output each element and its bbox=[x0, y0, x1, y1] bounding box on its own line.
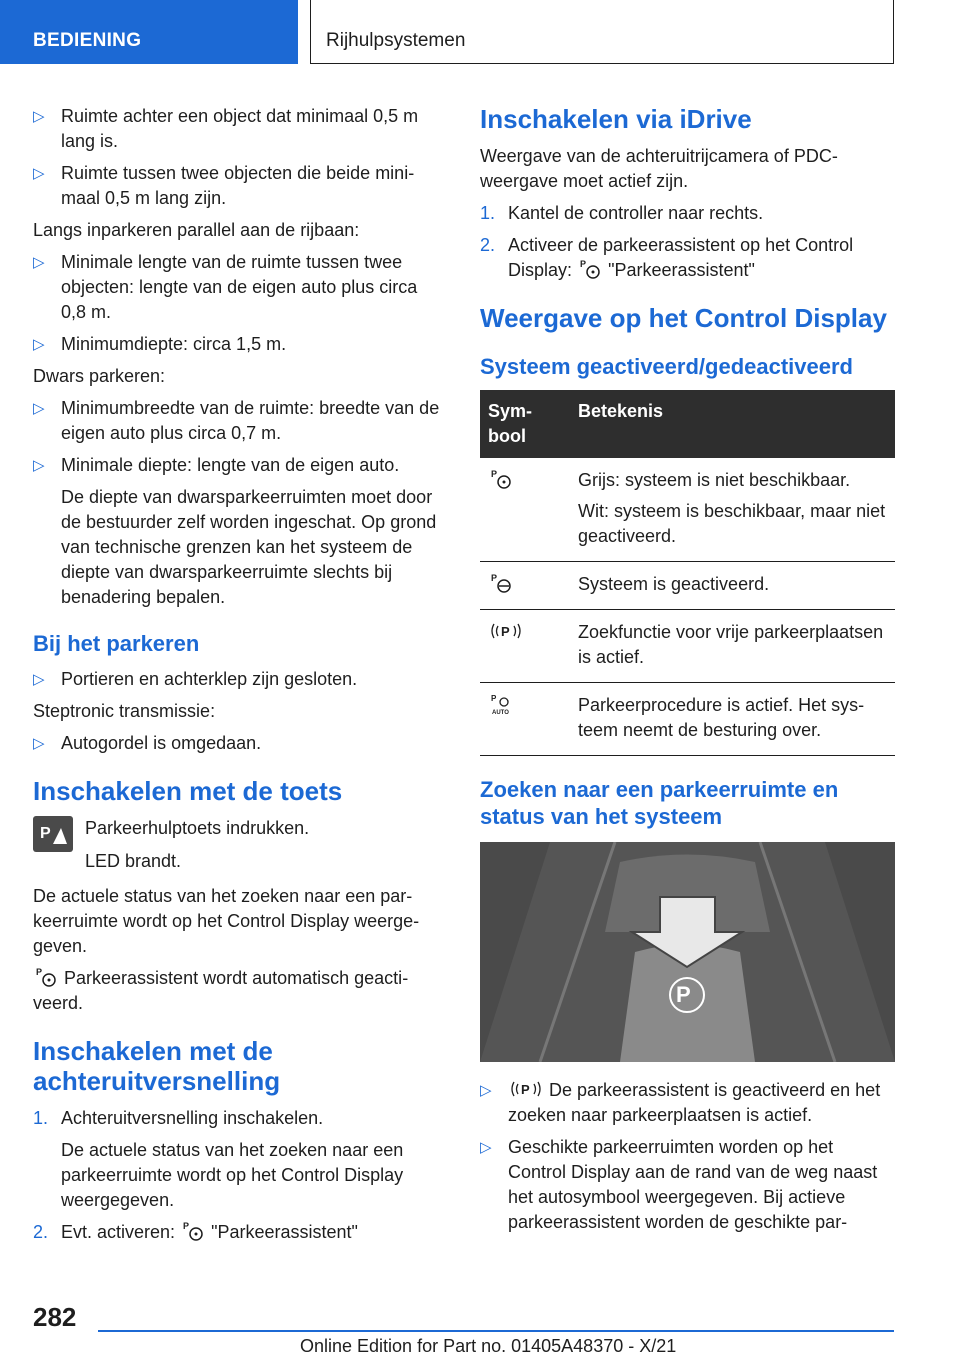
instruction-line: LED brandt. bbox=[85, 851, 182, 871]
triangle-bullet-icon: ▷ bbox=[33, 457, 45, 474]
triangle-bullet-icon: ▷ bbox=[33, 165, 45, 182]
svg-text:P: P bbox=[521, 1082, 530, 1097]
page-number: 282 bbox=[33, 1302, 77, 1332]
list-item: ▷ Ruimte tussen twee objecten die beide minimaal 0,5 m lang zijn. bbox=[33, 163, 415, 208]
heading-weergave: Weergave op het Control Display bbox=[480, 303, 887, 333]
heading-inschakelen-idrive: Inschakelen via iDrive bbox=[480, 104, 752, 134]
svg-text:P: P bbox=[36, 967, 43, 977]
note-paragraph: De actuele status van het zoeken naar een parkeerruimte wordt op het Control Display weergegeven. bbox=[61, 1140, 404, 1210]
chapter-title: Rijhulpsystemen bbox=[326, 30, 466, 51]
footer-divider bbox=[98, 1330, 894, 1332]
table-row: P AUTO Parkeerprocedure is actief. Het systeem neemt de besturing over. bbox=[480, 683, 895, 756]
table-row: P Systeem is geactiveerd. bbox=[480, 562, 895, 610]
paragraph: Dwars parkeren: bbox=[33, 366, 166, 386]
heading-inschakelen-achteruit: Inschakelen met de achteruitversnelling bbox=[33, 1036, 281, 1096]
triangle-bullet-icon: ▷ bbox=[480, 1139, 492, 1156]
parking-auto-icon bbox=[490, 693, 512, 715]
heading-zoeken: Zoeken naar een parkeerruimte en status van het systeem bbox=[480, 777, 839, 829]
numbered-item: 2. Evt. activeren: P "Parkeerassistent" bbox=[33, 1221, 358, 1242]
triangle-bullet-icon: ▷ bbox=[33, 400, 45, 417]
park-assist-button-icon bbox=[33, 816, 73, 852]
parking-search-icon bbox=[510, 1078, 542, 1100]
list-item: ▷ Minimumdiepte: circa 1,5 m. bbox=[33, 332, 447, 357]
paragraph: Langs inparkeren parallel aan de rijbaan: bbox=[33, 220, 360, 240]
svg-text:P: P bbox=[580, 259, 587, 269]
parking-display-illustration bbox=[480, 842, 895, 1062]
paragraph: P Parkeerassistent wordt automatisch geactiveerd. bbox=[33, 967, 409, 1013]
numbered-item: 1. Achteruitversnelling inschakelen. bbox=[33, 1108, 324, 1128]
svg-text:AUTO: AUTO bbox=[492, 710, 509, 715]
park-assistant-icon bbox=[182, 1220, 204, 1242]
triangle-bullet-icon: ▷ bbox=[33, 108, 45, 125]
list-item: ▷ Portieren en achterklep zijn gesloten. bbox=[33, 667, 447, 692]
left-column bbox=[33, 104, 447, 1252]
symbol-table bbox=[480, 390, 895, 756]
list-item: ▷ Minimale diepte: lengte van de eigen auto. bbox=[33, 453, 447, 478]
heading-bij-het-parkeren: Bij het parkeren bbox=[33, 631, 200, 656]
instruction-line: Parkeerhulptoets indrukken. bbox=[85, 818, 310, 838]
paragraph: De actuele status van het zoeken naar een parkeerruimte wordt op het Control Display weergegeven. bbox=[33, 886, 420, 956]
svg-text:P: P bbox=[491, 469, 498, 479]
numbered-item: 2. Activeer de parkeerassistent op het Control Display: P "Parkeerassistent" bbox=[480, 235, 854, 280]
park-assistant-icon bbox=[579, 258, 601, 280]
triangle-bullet-icon: ▷ bbox=[480, 1082, 492, 1099]
list-item: ▷ Ruimte achter een object dat minimaal 0,5 m lang is. bbox=[33, 106, 419, 151]
column-header: Betekenis bbox=[570, 390, 895, 458]
triangle-bullet-icon: ▷ bbox=[33, 671, 45, 688]
list-item: ▷ Minimumbreedte van de ruimte: breedte van de eigen auto plus circa 0,7 m. bbox=[33, 398, 440, 443]
park-assistant-active-icon bbox=[490, 572, 512, 594]
paragraph: Weergave van de achteruitrijcamera of PDC-weergave moet actief zijn. bbox=[480, 146, 838, 191]
svg-text:P: P bbox=[501, 624, 510, 639]
list-item: ▷ Autogordel is omgedaan. bbox=[33, 731, 447, 756]
svg-text:P: P bbox=[40, 825, 51, 842]
heading-systeem: Systeem geactiveerd/gedeactiveerd bbox=[480, 354, 853, 379]
triangle-bullet-icon: ▷ bbox=[33, 336, 45, 353]
right-column bbox=[480, 104, 895, 1242]
column-header: Symbool bbox=[480, 390, 570, 458]
list-item: ▷ P De parkeerassistent is geactiveerd en het zoeken naar parkeerplaatsen is actief. bbox=[480, 1080, 881, 1125]
svg-text:P: P bbox=[183, 1221, 190, 1231]
svg-text:P: P bbox=[491, 573, 498, 583]
table-header-row bbox=[480, 390, 895, 458]
chapter-header bbox=[310, 0, 894, 64]
list-item: ▷ Minimale lengte van de ruimte tussen twee objecten: lengte van de eigen auto plus circa 0,8 m. bbox=[33, 252, 418, 322]
paragraph: Steptronic transmissie: bbox=[33, 701, 216, 721]
table-row: P Grijs: systeem is niet beschikbaar. Wit: systeem is beschikbaar, maar niet geactiveerd. bbox=[480, 458, 895, 562]
triangle-bullet-icon: ▷ bbox=[33, 254, 45, 271]
heading-inschakelen-toets: Inschakelen met de toets bbox=[33, 776, 343, 806]
svg-text:P: P bbox=[676, 982, 691, 1007]
list-item: ▷ Geschikte parkeerruimten worden op het Control Display aan de rand van de weg naast het autosymbool weergegeven. Bij actieve parkeerassistent worden de geschikte par- bbox=[480, 1137, 878, 1232]
note-paragraph: De diepte van dwarsparkeerruimten moet door de bestuurder zelf worden ingeschat. Op grond van technische grenzen kan het systeem de diepte van dwarsparkeerruimte slechts bij benadering bepalen. bbox=[61, 487, 437, 607]
edition-footer: Online Edition for Part no. 01405A48370 - X/21 bbox=[300, 1336, 677, 1356]
numbered-item: 1. Kantel de controller naar rechts. bbox=[480, 203, 764, 223]
parking-search-icon bbox=[490, 620, 522, 642]
section-tab bbox=[0, 0, 298, 64]
svg-text:P: P bbox=[491, 694, 497, 703]
park-assistant-icon bbox=[35, 966, 57, 988]
table-row: P Zoekfunctie voor vrije parkeerplaatsen is actief. bbox=[480, 610, 895, 683]
section-label: BEDIENING bbox=[33, 30, 142, 51]
triangle-bullet-icon: ▷ bbox=[33, 735, 45, 752]
park-assistant-icon bbox=[490, 468, 512, 490]
button-instruction bbox=[33, 816, 447, 874]
